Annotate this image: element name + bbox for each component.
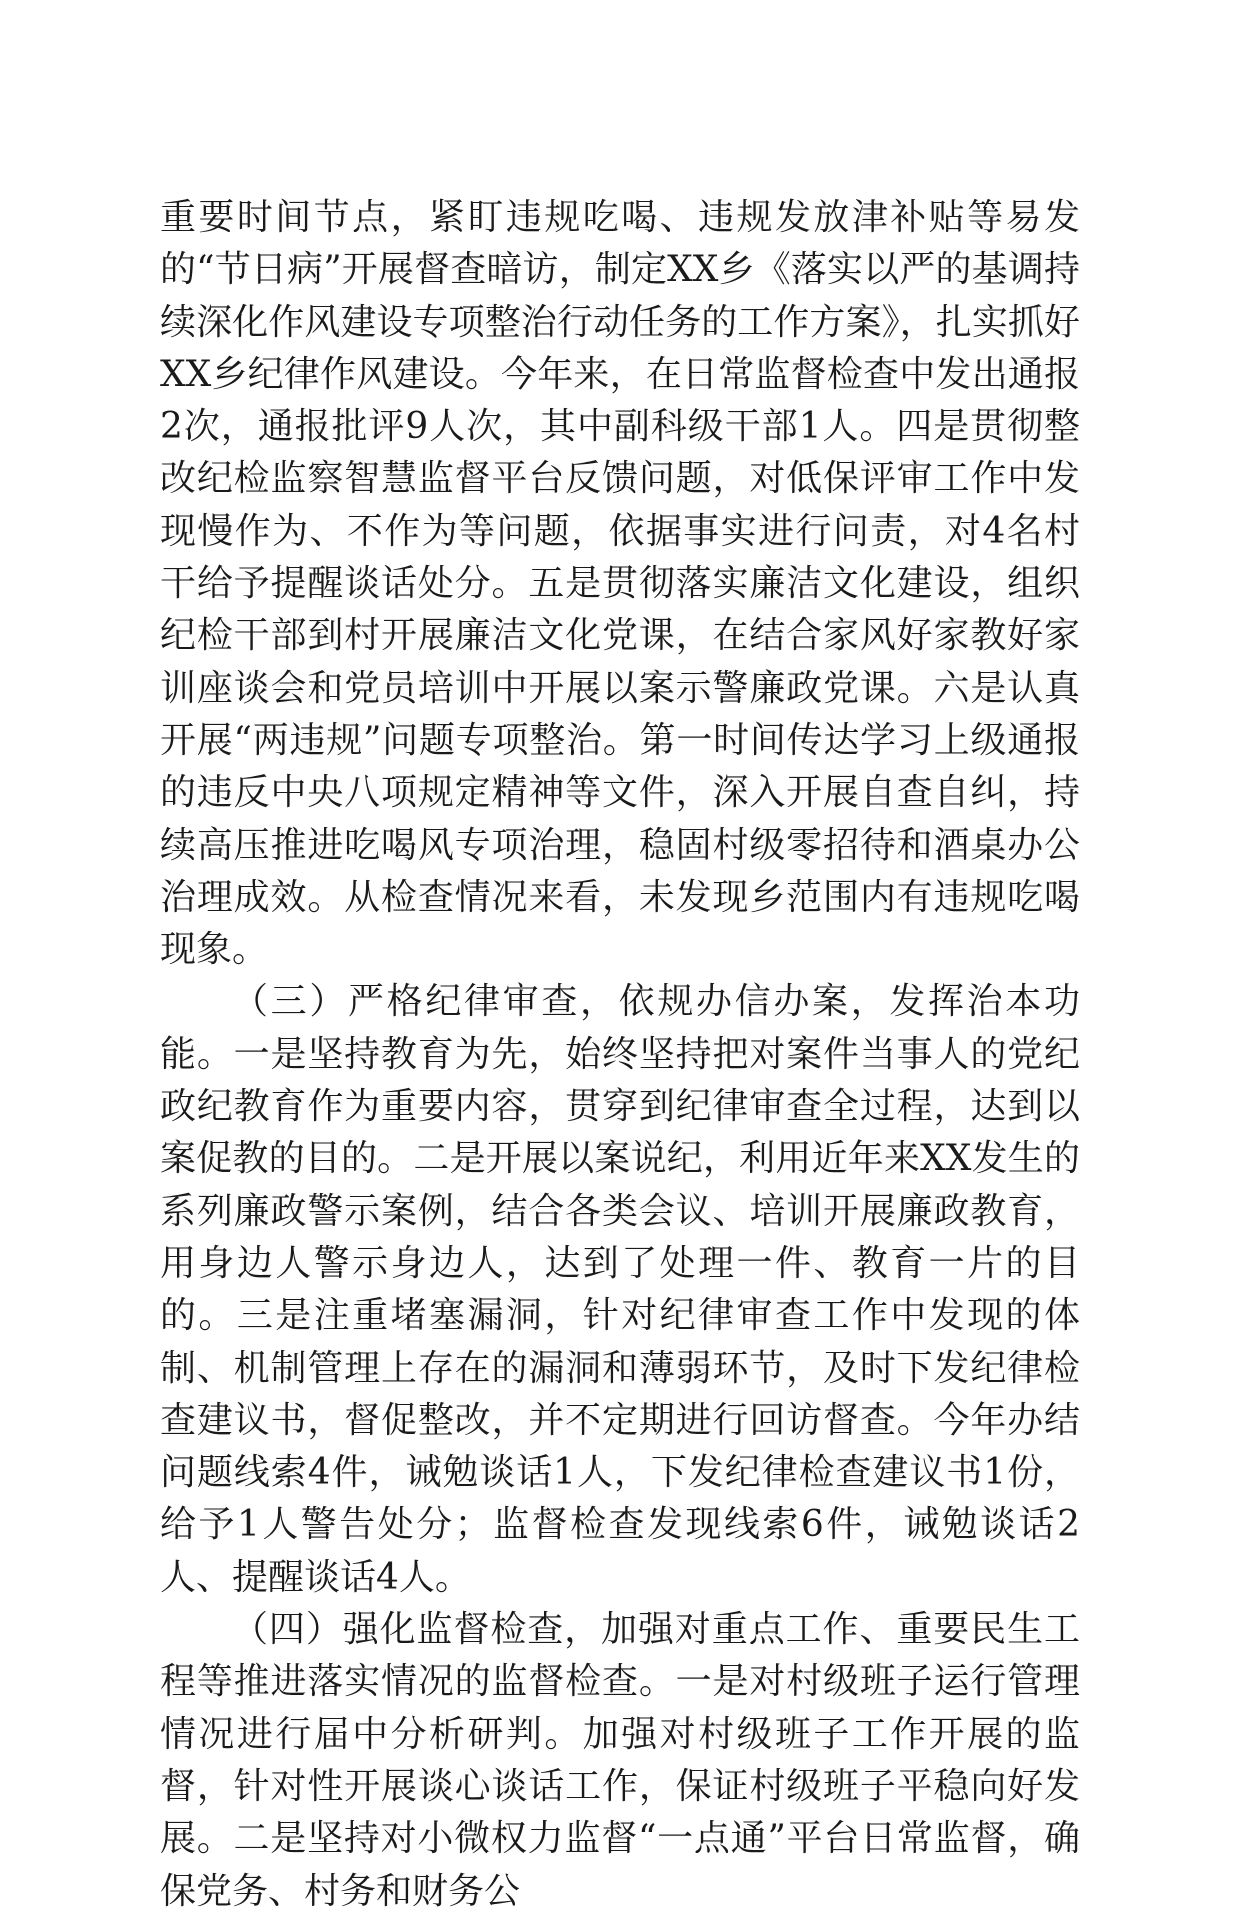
document-body — [160, 192, 1080, 1918]
paragraph-discipline-style: 重要时间节点，紧盯违规吃喝、违规发放津补贴等易发的“节日病”开展督查暗访，制定XX乡《落实以严的基调持续深化作风建设专项整治行动任务的工作方案》，扎实抓好XX乡纪律作风建设。今年来，在日常监督检查中发出通报2次，通报批评9人次，其中副科级干部1人。四是贯彻整改纪检监察智慧监督平台反馈问题，对低保评审工作中发现慢作为、不作为等问题，依据事实进行问责，对4名村干给予提醒谈话处分。五是贯彻落实廉洁文化建设，组织纪检干部到村开展廉洁文化党课，在结合家风好家教好家训座谈会和党员培训中开展以案示警廉政党课。六是认真开展“两违规”问题专项整治。第一时间传达学习上级通报的违反中央八项规定精神等文件，深入开展自查自纠，持续高压推进吃喝风专项治理，稳固村级零招待和酒桌办公治理成效。从检查情况来看，未发现乡范围内有违规吃喝现象。 — [160, 197, 1080, 971]
paragraph-section-three: （三）严格纪律审查，依规办信办案，发挥治本功能。一是坚持教育为先，始终坚持把对案件当事人的党纪政纪教育作为重要内容，贯穿到纪律审查全过程，达到以案促教的目的。二是开展以案说纪，利用近年来XX发生的系列廉政警示案例，结合各类会议、培训开展廉政教育，用身边人警示身边人，达到了处理一件、教育一片的目的。三是注重堵塞漏洞，针对纪律审查工作中发现的体制、机制管理上存在的漏洞和薄弱环节，及时下发纪律检查建议书，督促整改，并不定期进行回访督查。今年办结问题线索4件，诫勉谈话1人，下发纪律检查建议书1份，给予1人警告处分；监督检查发现线索6件，诫勉谈话2人、提醒谈话4人。 — [160, 981, 1080, 1598]
paragraph-section-four: （四）强化监督检查，加强对重点工作、重要民生工程等推进落实情况的监督检查。一是对村级班子运行管理情况进行届中分析研判。加强对村级班子工作开展的监督，针对性开展谈心谈话工作，保证村级班子平稳向好发展。二是坚持对小微权力监督“一点通”平台日常监督，确保党务、村务和财务公 — [160, 1609, 1080, 1912]
